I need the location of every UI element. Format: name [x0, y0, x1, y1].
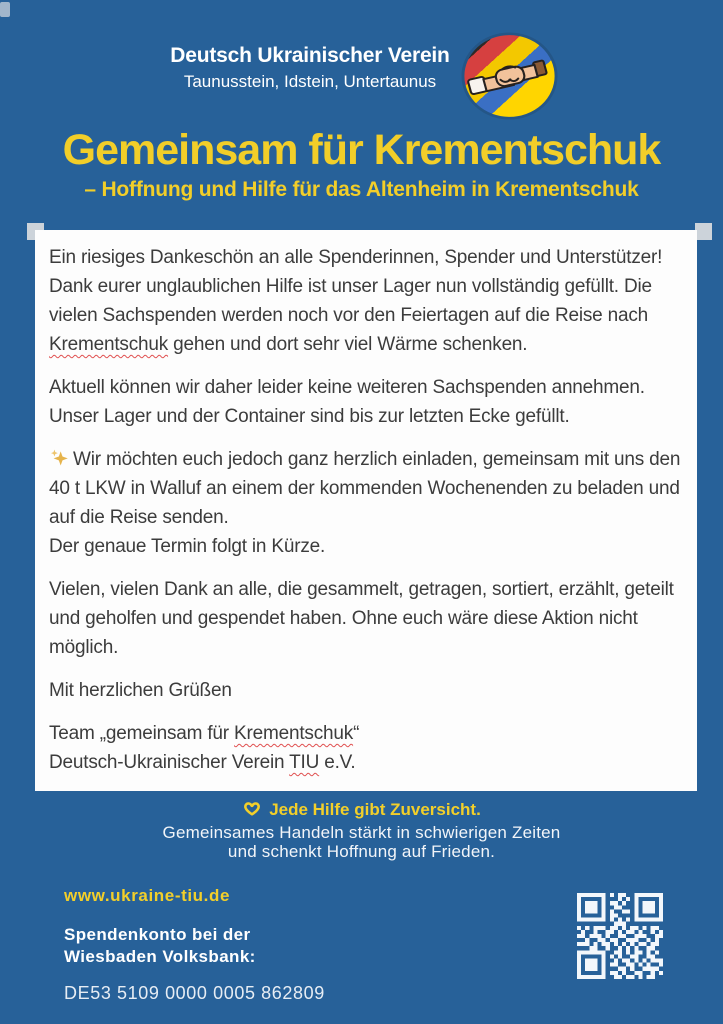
- footer-contact: [64, 886, 325, 1004]
- letter-paragraph: Ein riesiges Dankeschön an alle Spenderinnen, Spender und Unterstützer! Dank eurer unglaublichen Hilfe ist unser Lager nun vollständig gefüllt. Die vielen Sachspenden werden noch vor den Feiertagen auf die Reise nach Krementschuk gehen und dort sehr viel Wärme schenken.: [49, 247, 663, 355]
- letter-textbox: [35, 230, 697, 791]
- misspelled-word: Krementschuk: [49, 334, 169, 355]
- letter-paragraph: Aktuell können wir daher leider keine weiteren Sachspenden annehmen. Unser Lager und der Container sind bis zur letzten Ecke gefüllt.: [49, 377, 645, 427]
- letter-signature: Team „gemeinsam für Krementschuk“ Deutsch-Ukrainischer Verein TIU e.V.: [49, 723, 360, 773]
- letter-paragraph: Vielen, vielen Dank an alle, die gesammelt, getragen, sortiert, erzählt, geteilt und geholfen und gespendet haben. Ohne euch wäre diese Aktion nicht möglich.: [49, 579, 674, 658]
- misspelled-word: Krementschuk: [234, 723, 354, 744]
- sparkles-icon: [49, 448, 69, 468]
- page-subtitle: – Hoffnung und Hilfe für das Altenheim in Krementschuk: [84, 178, 639, 201]
- qr-code: [577, 893, 663, 979]
- misspelled-word: TIU: [289, 752, 320, 773]
- tagline: [0, 800, 723, 861]
- textbox-handle-right: [695, 223, 712, 240]
- tagline-line3: und schenkt Hoffnung auf Frieden.: [227, 842, 496, 861]
- website-link[interactable]: www.ukraine-tiu.de: [64, 886, 231, 905]
- org-location: Taunusstein, Idstein, Untertaunus: [183, 72, 437, 91]
- iban: DE53 5109 0000 0005 862809: [64, 983, 325, 1003]
- handshake-logo-icon: [461, 32, 558, 120]
- tagline-line2: Gemeinsames Handeln stärkt in schwierigen Zeiten: [162, 823, 561, 842]
- page-title: Gemeinsam für Krementschuk: [62, 126, 661, 174]
- org-name: Deutsch Ukrainischer Verein: [170, 44, 450, 67]
- letter-paragraph: Mit herzlichen Grüßen: [49, 680, 232, 701]
- tagline-headline: Jede Hilfe gibt Zuversicht.: [0, 800, 723, 820]
- letter-paragraph: Wir möchten euch jedoch ganz herzlich einladen, gemeinsam mit uns den 40 t LKW in Walluf an einem der kommenden Wochenenden zu beladen und auf die Reise senden. Der genaue Termin folgt in Kürze.: [49, 449, 681, 557]
- corner-artifact: [0, 2, 10, 17]
- heart-hands-icon: [242, 801, 262, 817]
- donation-account-label: Spendenkonto bei der Wiesbaden Volksbank:: [64, 925, 256, 966]
